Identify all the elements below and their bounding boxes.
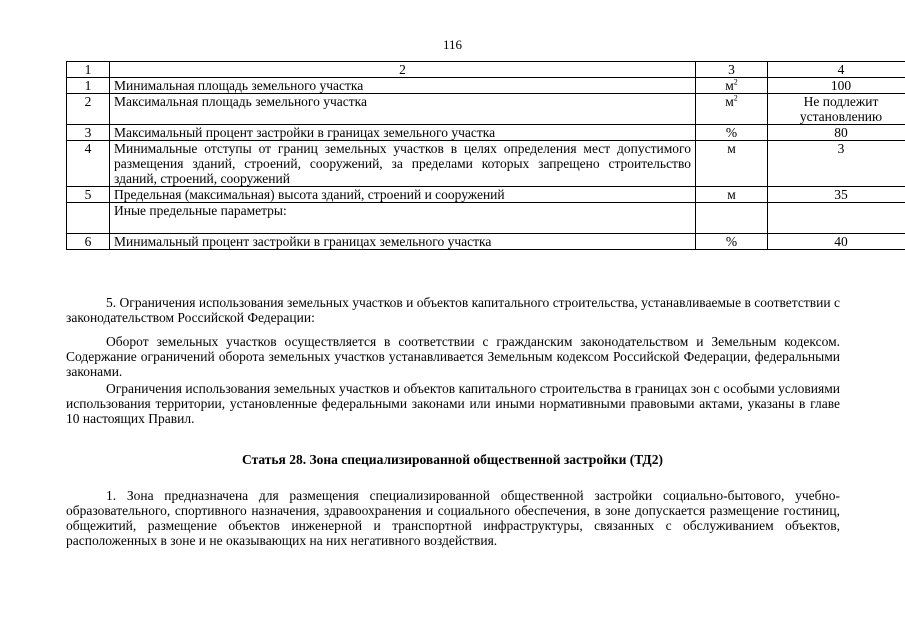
table-row xyxy=(67,141,905,187)
unit: м xyxy=(727,187,736,202)
table-header-cell: 1 xyxy=(67,62,110,78)
parameter-name: Минимальная площадь земельного участка xyxy=(110,78,696,94)
table-header-cell: 4 xyxy=(768,62,905,78)
table-row xyxy=(67,234,905,250)
paragraph-zone-purpose: 1. Зона предназначена для размещения специализированной общественной застройки социально-бытового, учебно-образовательного, спортивного назначения, здравоохранения и социального обеспечения, в зоне допускается размещение гостиниц, общежитий, размещение объектов инженерной и транспортной инфраструктуры, связанных с обслуживанием объектов, расположенных в зоне и не оказывающих на них негативного воздействия. xyxy=(66,488,840,548)
table-row xyxy=(67,125,905,141)
table-header-row xyxy=(67,62,905,78)
unit-cell xyxy=(696,125,768,141)
parameter-name: Минимальные отступы от границ земельных участков в целях определения мест допустимого размещения зданий, строений, сооружений, за пределами которых запрещено строительство зданий, строений, сооружений xyxy=(110,141,696,187)
table-row xyxy=(67,78,905,94)
paragraph-restrictions-intro: 5. Ограничения использования земельных участков и объектов капитального строительства, устанавливаемые в соответствии с законодательством Российской Федерации: xyxy=(66,295,840,325)
parameters-table xyxy=(66,61,905,250)
unit: % xyxy=(725,125,738,140)
parameter-name: Иные предельные параметры: xyxy=(110,203,696,234)
table-header-cell: 3 xyxy=(696,62,768,78)
unit: м xyxy=(727,141,736,156)
parameter-name: Максимальная площадь земельного участка xyxy=(110,94,696,125)
parameter-value: 100 xyxy=(768,78,905,94)
parameter-name: Предельная (максимальная) высота зданий, строений и сооружений xyxy=(110,187,696,203)
unit-cell xyxy=(696,78,768,94)
unit: м xyxy=(725,78,734,93)
parameter-name: Минимальный процент застройки в границах земельного участка xyxy=(110,234,696,250)
table-row xyxy=(67,203,905,234)
parameter-value: 40 xyxy=(768,234,905,250)
unit-superscript: 2 xyxy=(733,77,738,87)
row-number: 1 xyxy=(67,78,110,94)
parameter-name: Максимальный процент застройки в границах земельного участка xyxy=(110,125,696,141)
unit-cell xyxy=(696,203,768,234)
unit-cell xyxy=(696,187,768,203)
row-number: 6 xyxy=(67,234,110,250)
unit-cell xyxy=(696,141,768,187)
row-number: 2 xyxy=(67,94,110,125)
unit-superscript: 2 xyxy=(733,93,738,103)
paragraph-land-circulation: Оборот земельных участков осуществляется в соответствии с гражданским законодательством и Земельным кодексом. Содержание ограничений оборота земельных участков устанавливается Земельным кодексом Российской Федерации, федеральными законами. xyxy=(66,334,840,379)
unit: м xyxy=(725,94,734,109)
unit: % xyxy=(725,234,738,249)
row-number xyxy=(67,203,110,234)
row-number: 4 xyxy=(67,141,110,187)
paragraph-special-zones: Ограничения использования земельных участков и объектов капитального строительства в границах зон с особыми условиями использования территории, установленные федеральными законами или иными нормативными правовыми актами, указаны в главе 10 настоящих Правил. xyxy=(66,381,840,426)
table-header-cell: 2 xyxy=(110,62,696,78)
unit-cell xyxy=(696,94,768,125)
parameter-value xyxy=(768,203,905,234)
row-number: 5 xyxy=(67,187,110,203)
parameter-value: Не подлежит установлению xyxy=(768,94,905,125)
table-row xyxy=(67,187,905,203)
table-row xyxy=(67,94,905,125)
article-heading: Статья 28. Зона специализированной общественной застройки (ТД2) xyxy=(242,452,663,467)
page-number: 116 xyxy=(442,37,463,52)
unit-cell xyxy=(696,234,768,250)
parameter-value: 3 xyxy=(768,141,905,187)
parameter-value: 80 xyxy=(768,125,905,141)
row-number: 3 xyxy=(67,125,110,141)
parameter-value: 35 xyxy=(768,187,905,203)
